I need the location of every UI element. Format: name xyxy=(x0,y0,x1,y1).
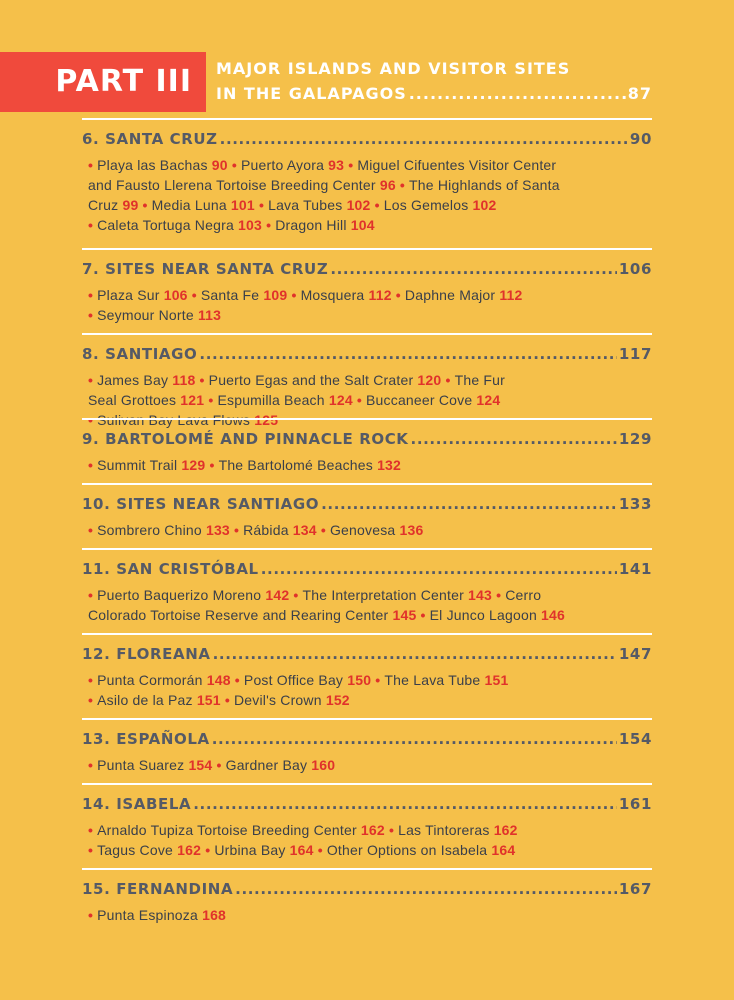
site-page-number: 99 xyxy=(122,197,139,213)
site-entry[interactable] xyxy=(200,372,442,388)
site-page-number: 102 xyxy=(346,197,371,213)
site-name: Colorado Tortoise Reserve and Rearing Center xyxy=(88,607,389,623)
site-page-number: 134 xyxy=(292,522,317,538)
site-list-line xyxy=(88,840,648,860)
site-page-number: 136 xyxy=(399,522,424,538)
bullet-icon: • xyxy=(88,287,94,303)
bullet-icon: • xyxy=(88,822,94,838)
bullet-icon: • xyxy=(293,587,299,603)
bullet-icon: • xyxy=(88,372,94,388)
site-list xyxy=(82,585,652,625)
site-entry[interactable] xyxy=(88,757,212,773)
site-entry[interactable] xyxy=(88,287,188,303)
leader-dots xyxy=(220,127,628,151)
bullet-icon: • xyxy=(317,842,323,858)
chapter-title: 10. SITES NEAR SANTIAGO xyxy=(82,495,320,513)
chapter-heading[interactable] xyxy=(82,127,652,151)
site-page-number: 102 xyxy=(472,197,497,213)
part-page-number: 87 xyxy=(627,84,652,103)
site-page-number: 162 xyxy=(177,842,202,858)
bullet-icon: • xyxy=(205,842,211,858)
bullet-icon: • xyxy=(88,692,94,708)
leader-dots xyxy=(213,642,617,666)
site-entry[interactable] xyxy=(357,392,500,408)
chapter-page-number: 147 xyxy=(618,645,652,663)
chapter-section xyxy=(82,333,652,428)
chapter-heading[interactable] xyxy=(82,642,652,666)
site-name: Playa las Bachas xyxy=(97,157,208,173)
bullet-icon: • xyxy=(216,757,222,773)
site-entry[interactable] xyxy=(88,217,262,233)
leader-dots xyxy=(321,492,617,516)
site-entry[interactable] xyxy=(88,372,195,388)
site-list-line xyxy=(88,370,648,390)
site-list-line xyxy=(88,215,648,235)
bullet-icon: • xyxy=(88,757,94,773)
site-entry[interactable] xyxy=(88,607,416,623)
site-name: The Fur xyxy=(454,372,505,388)
site-name: Gardner Bay xyxy=(225,757,308,773)
site-entry[interactable] xyxy=(235,672,371,688)
site-name: Mosquera xyxy=(300,287,365,303)
site-page-number: 120 xyxy=(417,372,442,388)
site-list-line xyxy=(88,155,648,175)
site-entry[interactable] xyxy=(234,522,317,538)
site-page-number: 124 xyxy=(476,392,501,408)
site-name: Punta Suarez xyxy=(97,757,185,773)
site-name: Seal Grottoes xyxy=(88,392,177,408)
bullet-icon: • xyxy=(348,157,354,173)
part-title-line1: MAJOR ISLANDS AND VISITOR SITES xyxy=(216,59,571,78)
bullet-icon: • xyxy=(191,287,197,303)
site-entry[interactable] xyxy=(293,587,492,603)
site-page-number: 152 xyxy=(325,692,350,708)
site-name: Puerto Baquerizo Moreno xyxy=(97,587,262,603)
site-page-number: 90 xyxy=(211,157,228,173)
site-list-line xyxy=(88,690,648,710)
site-name: The Lava Tube xyxy=(384,672,481,688)
bullet-icon: • xyxy=(88,672,94,688)
site-name: The Interpretation Center xyxy=(302,587,464,603)
site-entry[interactable] xyxy=(88,307,221,323)
bullet-icon: • xyxy=(266,217,272,233)
leader-dots xyxy=(199,342,616,366)
chapter-heading[interactable] xyxy=(82,427,652,451)
site-page-number: 143 xyxy=(468,587,492,603)
chapter-section xyxy=(82,718,652,783)
chapter-section xyxy=(82,633,652,718)
part-label: PART III xyxy=(0,52,206,112)
site-list-line xyxy=(88,175,648,195)
site-name: Cerro xyxy=(505,587,542,603)
site-entry[interactable] xyxy=(266,217,375,233)
site-name: James Bay xyxy=(97,372,169,388)
bullet-icon: • xyxy=(199,372,205,388)
site-page-number: 148 xyxy=(206,672,231,688)
site-page-number: 103 xyxy=(238,217,262,233)
site-entry[interactable] xyxy=(208,392,352,408)
site-name: Tagus Cove xyxy=(97,842,174,858)
site-name: Genovesa xyxy=(329,522,396,538)
chapter-heading[interactable] xyxy=(82,557,652,581)
bullet-icon: • xyxy=(88,522,94,538)
site-entry[interactable] xyxy=(192,287,288,303)
site-name: Las Tintoreras xyxy=(398,822,490,838)
bullet-icon: • xyxy=(445,372,451,388)
site-list xyxy=(82,520,652,540)
chapter-section xyxy=(82,118,652,248)
site-name: Santa Fe xyxy=(200,287,260,303)
site-name: The Highlands of Santa xyxy=(409,177,560,193)
chapter-heading[interactable] xyxy=(82,342,652,366)
site-list-line xyxy=(88,455,648,475)
bullet-icon: • xyxy=(320,522,326,538)
site-page-number: 154 xyxy=(188,757,213,773)
table-of-contents xyxy=(82,118,652,933)
site-entry[interactable] xyxy=(421,607,565,623)
site-entry[interactable] xyxy=(88,587,289,603)
site-page-number: 129 xyxy=(181,457,206,473)
site-page-number: 146 xyxy=(541,607,566,623)
site-entry[interactable] xyxy=(232,157,344,173)
site-name: Summit Trail xyxy=(97,457,178,473)
leader-dots xyxy=(193,792,617,816)
site-name: Miguel Cifuentes Visitor Center xyxy=(357,157,557,173)
site-list xyxy=(82,670,652,710)
site-page-number: 150 xyxy=(347,672,372,688)
site-entry[interactable] xyxy=(396,287,523,303)
bullet-icon: • xyxy=(88,157,94,173)
site-list-line xyxy=(88,820,648,840)
site-entry[interactable] xyxy=(375,197,497,213)
leader-dots xyxy=(261,557,617,581)
site-name: Rábida xyxy=(243,522,289,538)
chapter-section xyxy=(82,783,652,868)
chapter-section xyxy=(82,418,652,483)
site-entry[interactable] xyxy=(375,672,508,688)
bullet-icon: • xyxy=(399,177,406,193)
site-list xyxy=(82,820,652,860)
chapter-title: 15. FERNANDINA xyxy=(82,880,234,898)
chapter-section xyxy=(82,548,652,633)
site-list xyxy=(82,755,652,775)
site-page-number: 118 xyxy=(172,372,196,388)
bullet-icon: • xyxy=(258,197,265,213)
site-name: Urbina Bay xyxy=(214,842,286,858)
site-list-line xyxy=(88,305,648,325)
site-entry[interactable] xyxy=(496,587,541,603)
leader-dots xyxy=(409,81,626,106)
site-name: Asilo de la Paz xyxy=(97,692,193,708)
site-entry[interactable] xyxy=(348,157,556,173)
site-page-number: 109 xyxy=(263,287,288,303)
site-name: The Bartolomé Beaches xyxy=(218,457,373,473)
site-name: Arnaldo Tupiza Tortoise Breeding Center xyxy=(97,822,357,838)
site-name: Punta Espinoza xyxy=(97,907,198,923)
site-entry[interactable] xyxy=(291,287,391,303)
site-list-line xyxy=(88,905,648,925)
site-name: Lava Tubes xyxy=(268,197,343,213)
site-name: Caleta Tortuga Negra xyxy=(97,217,234,233)
site-entry[interactable] xyxy=(400,177,560,193)
site-name: Other Options on Isabela xyxy=(326,842,488,858)
bullet-icon: • xyxy=(88,217,94,233)
site-entry[interactable] xyxy=(88,672,231,688)
leader-dots xyxy=(235,877,617,901)
chapter-page-number: 141 xyxy=(618,560,652,578)
bullet-icon: • xyxy=(88,457,94,473)
bullet-icon: • xyxy=(388,822,395,838)
site-name: Buccaneer Cove xyxy=(366,392,473,408)
bullet-icon: • xyxy=(375,672,381,688)
site-page-number: 142 xyxy=(265,587,290,603)
site-page-number: 133 xyxy=(205,522,230,538)
site-name: Dragon Hill xyxy=(275,217,347,233)
bullet-icon: • xyxy=(142,197,148,213)
site-name: Media Luna xyxy=(151,197,227,213)
chapter-title: 6. SANTA CRUZ xyxy=(82,130,218,148)
bullet-icon: • xyxy=(88,587,94,603)
site-name: Puerto Egas and the Salt Crater xyxy=(208,372,414,388)
site-entry[interactable] xyxy=(88,522,230,538)
bullet-icon: • xyxy=(208,392,214,408)
chapter-title: 9. BARTOLOMÉ AND PINNACLE ROCK xyxy=(82,430,409,448)
site-name: Punta Cormorán xyxy=(97,672,203,688)
site-page-number: 121 xyxy=(180,392,205,408)
bullet-icon: • xyxy=(209,457,215,473)
site-page-number: 113 xyxy=(197,307,222,323)
site-page-number: 106 xyxy=(163,287,188,303)
leader-dots xyxy=(330,257,617,281)
site-list-line xyxy=(88,670,648,690)
site-page-number: 93 xyxy=(328,157,345,173)
site-entry[interactable] xyxy=(318,842,516,858)
chapter-title: 13. ESPAÑOLA xyxy=(82,730,210,748)
site-page-number: 164 xyxy=(491,842,516,858)
bullet-icon: • xyxy=(374,197,380,213)
site-entry[interactable] xyxy=(445,372,505,388)
chapter-heading[interactable] xyxy=(82,792,652,816)
site-name: El Junco Lagoon xyxy=(429,607,537,623)
part-title[interactable] xyxy=(216,56,652,106)
site-page-number: 162 xyxy=(493,822,518,838)
bullet-icon: • xyxy=(395,287,401,303)
site-page-number: 160 xyxy=(311,757,336,773)
site-entry[interactable] xyxy=(321,522,424,538)
site-entry[interactable] xyxy=(143,197,255,213)
bullet-icon: • xyxy=(356,392,363,408)
bullet-icon: • xyxy=(224,692,230,708)
chapter-heading[interactable] xyxy=(82,257,652,281)
site-entry[interactable] xyxy=(209,457,401,473)
site-name: Seymour Norte xyxy=(97,307,194,323)
site-page-number: 145 xyxy=(392,607,417,623)
site-name: Plaza Sur xyxy=(97,287,160,303)
chapter-page-number: 117 xyxy=(618,345,652,363)
site-name: Espumilla Beach xyxy=(217,392,325,408)
site-page-number: 132 xyxy=(377,457,402,473)
site-entry[interactable] xyxy=(88,907,226,923)
site-name: Sombrero Chino xyxy=(97,522,202,538)
site-page-number: 162 xyxy=(360,822,385,838)
bullet-icon: • xyxy=(420,607,426,623)
site-page-number: 168 xyxy=(202,907,227,923)
site-page-number: 151 xyxy=(484,672,509,688)
chapter-page-number: 129 xyxy=(618,430,652,448)
chapter-section xyxy=(82,868,652,933)
site-page-number: 164 xyxy=(289,842,314,858)
bullet-icon: • xyxy=(88,842,94,858)
chapter-page-number: 167 xyxy=(618,880,652,898)
chapter-heading[interactable] xyxy=(82,727,652,751)
chapter-title: 11. SAN CRISTÓBAL xyxy=(82,560,259,578)
site-name: Puerto Ayora xyxy=(240,157,325,173)
site-page-number: 104 xyxy=(350,217,375,233)
site-list-line xyxy=(88,285,648,305)
site-list-line xyxy=(88,195,648,215)
chapter-title: 7. SITES NEAR SANTA CRUZ xyxy=(82,260,329,278)
site-name: Devil's Crown xyxy=(233,692,322,708)
chapter-page-number: 90 xyxy=(629,130,652,148)
bullet-icon: • xyxy=(496,587,502,603)
chapter-title: 14. ISABELA xyxy=(82,795,192,813)
site-list-line xyxy=(88,605,648,625)
chapter-title: 12. FLOREANA xyxy=(82,645,211,663)
leader-dots xyxy=(212,727,617,751)
site-page-number: 112 xyxy=(499,287,523,303)
site-entry[interactable] xyxy=(217,757,336,773)
site-entry[interactable] xyxy=(88,392,204,408)
leader-dots xyxy=(411,427,617,451)
part-banner xyxy=(0,52,734,112)
site-list xyxy=(82,905,652,925)
site-entry[interactable] xyxy=(88,842,201,858)
chapter-page-number: 106 xyxy=(618,260,652,278)
site-page-number: 124 xyxy=(328,392,353,408)
chapter-section xyxy=(82,248,652,333)
site-list-line xyxy=(88,585,648,605)
site-page-number: 101 xyxy=(230,197,255,213)
site-entry[interactable] xyxy=(88,822,385,838)
site-entry[interactable] xyxy=(389,822,518,838)
site-list-line xyxy=(88,755,648,775)
chapter-page-number: 133 xyxy=(618,495,652,513)
site-entry[interactable] xyxy=(259,197,371,213)
chapter-section xyxy=(82,483,652,548)
bullet-icon: • xyxy=(231,157,237,173)
site-name: Cruz xyxy=(88,197,119,213)
site-page-number: 125 xyxy=(254,412,279,428)
bullet-icon: • xyxy=(234,672,240,688)
site-list xyxy=(82,155,652,235)
chapter-heading[interactable] xyxy=(82,877,652,901)
site-entry[interactable] xyxy=(88,692,221,708)
chapter-page-number: 161 xyxy=(618,795,652,813)
site-page-number: 96 xyxy=(379,177,396,193)
site-entry[interactable] xyxy=(88,177,396,193)
site-name: Post Office Bay xyxy=(243,672,344,688)
site-list-line xyxy=(88,390,648,410)
site-list xyxy=(82,455,652,475)
site-entry[interactable] xyxy=(225,692,350,708)
site-name: Sulivan Bay Lava Flows xyxy=(97,412,251,428)
bullet-icon: • xyxy=(88,907,94,923)
chapter-heading[interactable] xyxy=(82,492,652,516)
site-list-line xyxy=(88,520,648,540)
chapter-page-number: 154 xyxy=(618,730,652,748)
site-page-number: 112 xyxy=(368,287,392,303)
chapter-title: 8. SANTIAGO xyxy=(82,345,198,363)
bullet-icon: • xyxy=(88,412,94,428)
bullet-icon: • xyxy=(88,307,94,323)
part-title-line2: IN THE GALAPAGOS xyxy=(216,84,407,103)
site-list xyxy=(82,285,652,325)
site-name: Daphne Major xyxy=(404,287,496,303)
site-name: Los Gemelos xyxy=(383,197,469,213)
site-entry[interactable] xyxy=(205,842,313,858)
bullet-icon: • xyxy=(291,287,297,303)
site-entry[interactable] xyxy=(88,197,138,213)
site-page-number: 151 xyxy=(196,692,221,708)
bullet-icon: • xyxy=(234,522,240,538)
site-entry[interactable] xyxy=(88,457,205,473)
site-name: and Fausto Llerena Tortoise Breeding Center xyxy=(88,177,376,193)
site-entry[interactable] xyxy=(88,157,228,173)
